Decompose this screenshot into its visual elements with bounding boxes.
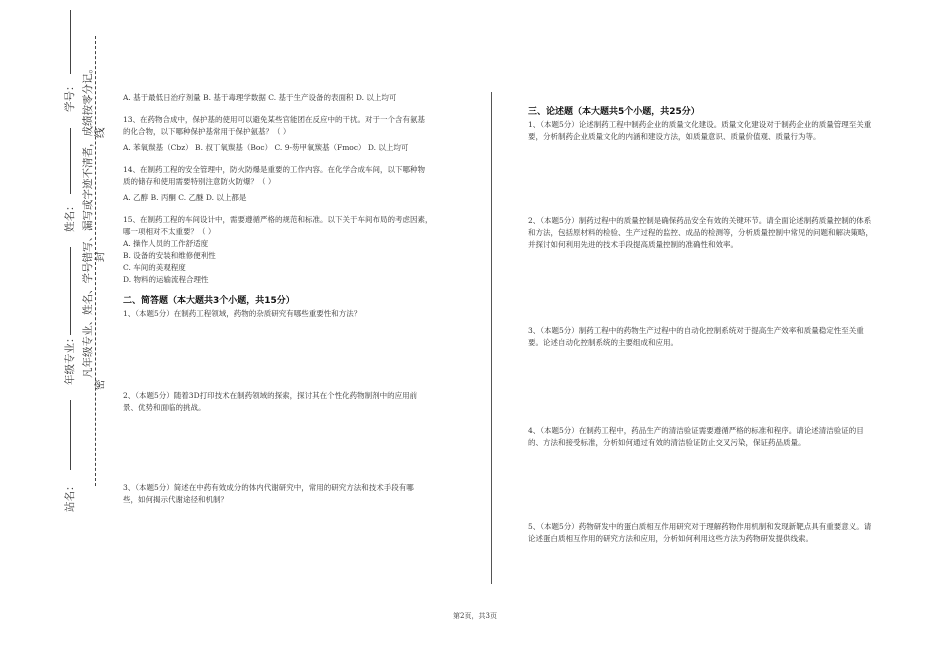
short-answer-3-line1: 3、（本题5分）简述在中药有效成分的体内代谢研究中，常用的研究方法和技术手段有哪 (123, 483, 414, 492)
q13-stem-line1: 13、在药物合成中，保护基的使用可以避免某些官能团在反应中的干扰。对于一个含有氨基 (123, 115, 426, 124)
essay-question-1: 1、（本题5分）论述制药工程中制药企业的质量文化建设。质量文化建设对于制药企业的质量管理至关重要，分析制药企业质量文化的内涵和建设方法，如质量意识、质量价值观、质量行为等。 (528, 120, 872, 141)
q15-option-c: C. 车间的美观程度 (123, 263, 186, 272)
essay-question-5: 5、（本题5分）药物研发中的蛋白质相互作用研究对于理解药物作用机制和发现新靶点具有重要意义。请论述蛋白质相互作用的研究方法和应用，分析如何利用这些方法为药物研发提供线索。 (528, 522, 872, 543)
short-answer-3-line2: 些，如何揭示代谢途径和机制？ (123, 495, 228, 504)
section2-heading: 二、简答题（本大题共3个小题，共15分） (123, 296, 295, 306)
essay-question-4: 4、（本题5分）在制药工程中，药品生产的清洁验证需要遵循严格的标准和程序。请论述清洁验证的目的、方法和接受标准，分析如何通过有效的清洁验证防止交叉污染，保证药品质量。 (528, 426, 864, 447)
essay-question-3: 3、（本题5分）制药工程中的药物生产过程中的自动化控制系统对于提高生产效率和质量稳定性至关重要。论述自动化控制系统的主要组成和应用。 (528, 326, 864, 347)
grade-major-label: 年级专业： (64, 332, 76, 385)
student-id-label: 学号： (64, 80, 76, 112)
q15-stem-line1: 15、在制药工程的车间设计中，需要遵循严格的规范和标准。以下关于车间布局的考虑因素， (123, 215, 433, 224)
school-line (70, 400, 71, 470)
q15-option-b: B. 设备的安装和维修便利性 (123, 251, 216, 260)
name-line (70, 128, 71, 194)
q14-stem-line2: 质的储存和使用需要特别注意防火防爆？（ ） (123, 177, 276, 186)
school-label: 站名： (64, 480, 76, 512)
student-id-line (70, 10, 71, 74)
section3-heading: 三、论述题（本大题共5个小题，共25分） (528, 107, 700, 117)
column-divider (491, 92, 492, 584)
page-number-footer: 第2页，共3页 (453, 612, 497, 620)
seal-mark: 密 (94, 379, 106, 390)
grade-major-line (70, 247, 71, 335)
q15-option-d: D. 物料的运输流程合理性 (123, 275, 209, 284)
binding-dashed-line (95, 36, 96, 486)
right-column (528, 106, 873, 545)
short-answer-1: 1、（本题5分）在制药工程领域，药物的杂质研究有哪些重要性和方法？ (123, 309, 362, 318)
essay-question-2: 2、（本题5分）制药过程中的质量控制是确保药品安全有效的关键环节。请全面论述制药质量控制的体系和方法，包括原材料的检验、生产过程的监控、成品的检测等，分析质量控制中常见的问题和解决策略，并探讨如何利用先进的技术手段提高质量控制的准确性和效率。 (528, 216, 873, 249)
seal-mark-2: 封 (94, 251, 106, 262)
seal-mark-3: 线 (94, 127, 106, 138)
short-answer-2-line1: 2、（本题5分）随着3D打印技术在制药领域的探索，探讨其在个性化药物制剂中的应用前 (123, 391, 418, 400)
q13-stem-line2: 的化合物，以下哪种保护基常用于保护氨基？（ ） (123, 127, 291, 136)
q14-options: A. 乙醇 B. 丙酮 C. 乙醚 D. 以上都是 (123, 193, 247, 202)
q13-options: A. 苯氧羰基（Cbz） B. 叔丁氧羰基（Boc） C. 9-芴甲氧羰基（Fmoc） D. 以上均可 (123, 143, 409, 152)
q14-stem-line1: 14、在制药工程的安全管理中，防火防爆是重要的工作内容。在化学合成车间，以下哪种物 (123, 165, 426, 174)
q12-options: A. 基于最低日治疗剂量 B. 基于毒理学数据 C. 基于生产设备的表面积 D. 以上均可 (123, 93, 397, 102)
short-answer-2-line2: 景、优势和面临的挑战。 (123, 403, 206, 412)
name-label: 姓名： (64, 200, 76, 232)
q15-option-a: A. 操作人员的工作舒适度 (123, 239, 209, 248)
left-column (123, 92, 468, 506)
binding-notice: 凡年级专业、姓名、学号错写、漏写或字迹不清者，成绩按零分记。 (82, 63, 94, 378)
q15-stem-line2: 哪一项相对不太重要？（ ） (123, 227, 216, 236)
